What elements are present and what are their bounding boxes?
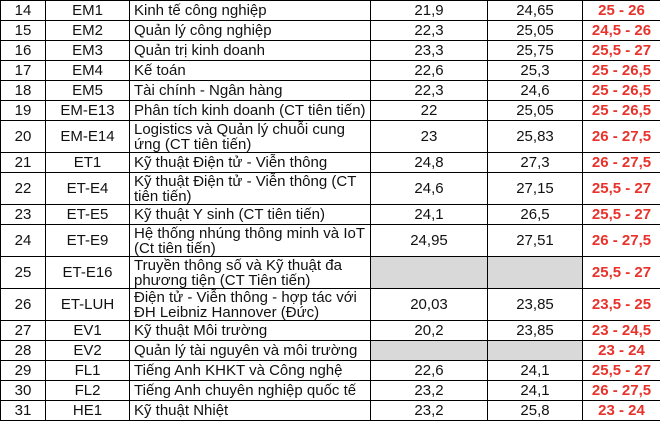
table-row xyxy=(1,41,660,61)
program-name: Quản trị kinh doanh xyxy=(130,41,371,61)
row-number: 23 xyxy=(1,205,46,225)
predicted-score: 26 - 27,5 xyxy=(583,381,660,401)
score-cell-1: 23,2 xyxy=(371,381,488,401)
score-cell-2: 25,8 xyxy=(488,401,583,421)
program-code: FL2 xyxy=(46,381,130,401)
program-code: EV1 xyxy=(46,321,130,341)
score-cell-2: 24,1 xyxy=(488,381,583,401)
score-cell-2: 27,15 xyxy=(488,173,583,205)
score-cell-2: 25,3 xyxy=(488,61,583,81)
program-name: Kỹ thuật Điện tử - Viễn thông xyxy=(130,153,371,173)
program-code: ET-LUH xyxy=(46,289,130,321)
score-cell-2: 23,85 xyxy=(488,321,583,341)
table-row xyxy=(1,289,660,321)
predicted-score: 25 - 26 xyxy=(583,1,660,21)
row-number: 22 xyxy=(1,173,46,205)
row-number: 31 xyxy=(1,401,46,421)
score-cell-2: 25,75 xyxy=(488,41,583,61)
program-name: Hệ thống nhúng thông minh và IoT (Ct tiên tiến) xyxy=(130,225,371,257)
score-cell-1: 20,03 xyxy=(371,289,488,321)
score-cell-2: 24,1 xyxy=(488,361,583,381)
table-row xyxy=(1,153,660,173)
program-code: ET-E4 xyxy=(46,173,130,205)
predicted-score: 23 - 24 xyxy=(583,341,660,361)
predicted-score: 25 - 26,5 xyxy=(583,101,660,121)
score-cell-1 xyxy=(371,341,488,361)
program-code: ET-E9 xyxy=(46,225,130,257)
program-name: Kế toán xyxy=(130,61,371,81)
score-cell-2: 25,05 xyxy=(488,21,583,41)
program-name: Logistics và Quản lý chuỗi cung ứng (CT tiên tiến) xyxy=(130,121,371,153)
row-number: 18 xyxy=(1,81,46,101)
predicted-score: 25,5 - 27 xyxy=(583,205,660,225)
row-number: 19 xyxy=(1,101,46,121)
table-row xyxy=(1,225,660,257)
program-name: Tiếng Anh chuyên nghiệp quốc tế xyxy=(130,381,371,401)
program-code: EM-E14 xyxy=(46,121,130,153)
row-number: 20 xyxy=(1,121,46,153)
score-cell-1: 22 xyxy=(371,101,488,121)
program-code: EM-E13 xyxy=(46,101,130,121)
predicted-score: 25,5 - 27 xyxy=(583,173,660,205)
program-code: ET-E5 xyxy=(46,205,130,225)
program-name: Kỹ thuật Môi trường xyxy=(130,321,371,341)
program-name: Quản lý tài nguyên và môi trường xyxy=(130,341,371,361)
score-cell-1: 22,6 xyxy=(371,61,488,81)
score-cell-1: 24,6 xyxy=(371,173,488,205)
row-number: 27 xyxy=(1,321,46,341)
program-name: Kỹ thuật Nhiệt xyxy=(130,401,371,421)
row-number: 28 xyxy=(1,341,46,361)
program-name: Kỹ thuật Y sinh (CT tiên tiến) xyxy=(130,205,371,225)
row-number: 30 xyxy=(1,381,46,401)
row-number: 16 xyxy=(1,41,46,61)
program-code: EM1 xyxy=(46,1,130,21)
predicted-score: 25,5 - 27 xyxy=(583,41,660,61)
predicted-score: 26 - 27,5 xyxy=(583,153,660,173)
score-cell-2: 24,6 xyxy=(488,81,583,101)
predicted-score: 23 - 24 xyxy=(583,401,660,421)
table-row xyxy=(1,321,660,341)
row-number: 21 xyxy=(1,153,46,173)
table-row xyxy=(1,257,660,289)
table-row xyxy=(1,1,660,21)
program-name: Truyền thông số và Kỹ thuật đa phương tiện (CT Tiên tiến) xyxy=(130,257,371,289)
row-number: 26 xyxy=(1,289,46,321)
score-cell-2: 25,05 xyxy=(488,101,583,121)
row-number: 17 xyxy=(1,61,46,81)
program-code: ET1 xyxy=(46,153,130,173)
table-row xyxy=(1,361,660,381)
score-cell-1: 24,1 xyxy=(371,205,488,225)
program-code: EM5 xyxy=(46,81,130,101)
program-code: HE1 xyxy=(46,401,130,421)
score-cell-1: 24,8 xyxy=(371,153,488,173)
predicted-score: 25,5 - 27 xyxy=(583,257,660,289)
score-cell-1: 23,2 xyxy=(371,401,488,421)
predicted-score: 26 - 27,5 xyxy=(583,225,660,257)
score-cell-1: 23,3 xyxy=(371,41,488,61)
program-name: Tiếng Anh KHKT và Công nghệ xyxy=(130,361,371,381)
predicted-score: 24,5 - 26 xyxy=(583,21,660,41)
program-code: EV2 xyxy=(46,341,130,361)
score-cell-2 xyxy=(488,257,583,289)
table-row xyxy=(1,381,660,401)
row-number: 24 xyxy=(1,225,46,257)
row-number: 29 xyxy=(1,361,46,381)
score-cell-2: 26,5 xyxy=(488,205,583,225)
program-name: Phân tích kinh doanh (CT tiên tiến) xyxy=(130,101,371,121)
score-cell-2: 23,85 xyxy=(488,289,583,321)
score-cell-1: 23 xyxy=(371,121,488,153)
table-row xyxy=(1,173,660,205)
score-cell-2 xyxy=(488,341,583,361)
table-row xyxy=(1,101,660,121)
program-name: Điện tử - Viễn thông - hợp tác với ĐH Leibniz Hannover (Đức) xyxy=(130,289,371,321)
program-name: Quản lý công nghiệp xyxy=(130,21,371,41)
program-code: EM2 xyxy=(46,21,130,41)
table-row xyxy=(1,121,660,153)
predicted-score: 26 - 27,5 xyxy=(583,121,660,153)
table-row xyxy=(1,341,660,361)
score-cell-2: 24,65 xyxy=(488,1,583,21)
predicted-score: 25 - 26,5 xyxy=(583,61,660,81)
predicted-score: 25 - 26,5 xyxy=(583,81,660,101)
row-number: 15 xyxy=(1,21,46,41)
predicted-score: 25,5 - 27 xyxy=(583,361,660,381)
row-number: 25 xyxy=(1,257,46,289)
score-cell-2: 27,51 xyxy=(488,225,583,257)
row-number: 14 xyxy=(1,1,46,21)
program-code: EM3 xyxy=(46,41,130,61)
score-cell-2: 25,83 xyxy=(488,121,583,153)
table-row xyxy=(1,205,660,225)
score-cell-1: 21,9 xyxy=(371,1,488,21)
program-name: Tài chính - Ngân hàng xyxy=(130,81,371,101)
program-code: FL1 xyxy=(46,361,130,381)
score-cell-1: 22,3 xyxy=(371,81,488,101)
score-cell-2: 27,3 xyxy=(488,153,583,173)
table-row xyxy=(1,21,660,41)
score-cell-1: 22,6 xyxy=(371,361,488,381)
program-name: Kỹ thuật Điện tử - Viễn thông (CT tiên tiến) xyxy=(130,173,371,205)
program-code: EM4 xyxy=(46,61,130,81)
table-row xyxy=(1,81,660,101)
score-cell-1: 20,2 xyxy=(371,321,488,341)
table-row xyxy=(1,401,660,421)
program-name: Kinh tế công nghiệp xyxy=(130,1,371,21)
program-code: ET-E16 xyxy=(46,257,130,289)
score-cell-1 xyxy=(371,257,488,289)
table-row xyxy=(1,61,660,81)
score-cell-1: 24,95 xyxy=(371,225,488,257)
predicted-score: 23 - 24,5 xyxy=(583,321,660,341)
score-cell-1: 22,3 xyxy=(371,21,488,41)
predicted-score: 23,5 - 25 xyxy=(583,289,660,321)
